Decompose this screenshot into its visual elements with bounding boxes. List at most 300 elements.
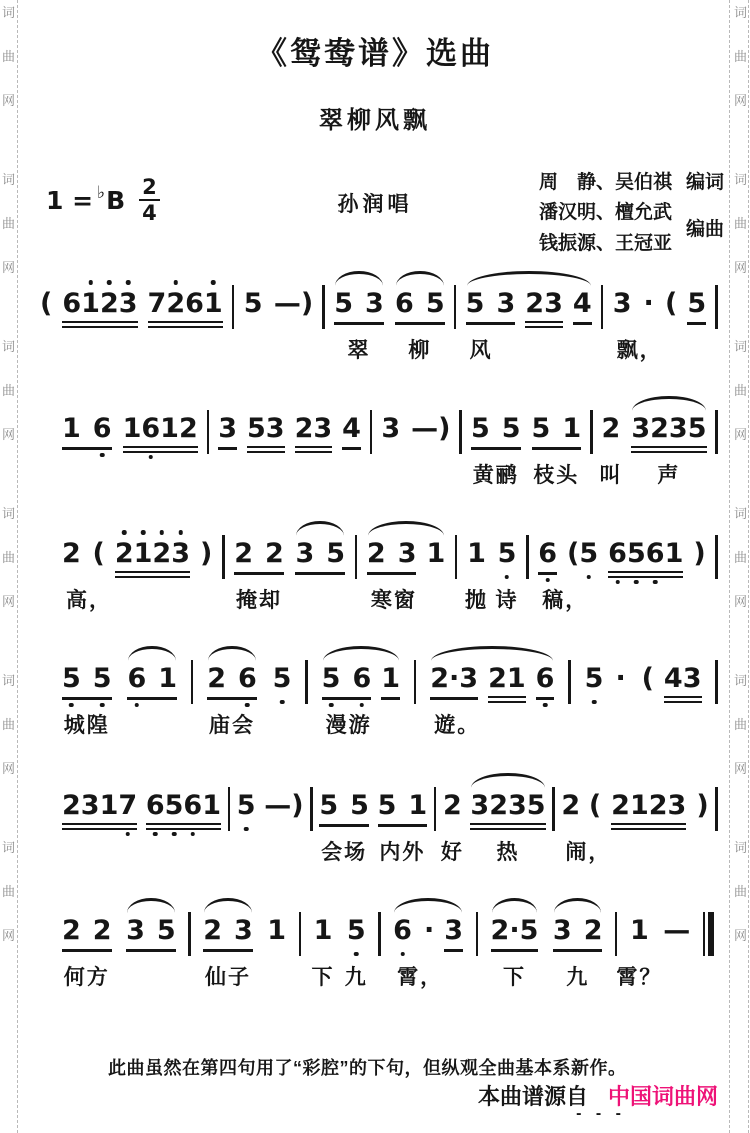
slur-arc bbox=[431, 646, 553, 661]
note-char: 1 bbox=[629, 915, 649, 946]
lyric: 漫游 bbox=[325, 714, 372, 737]
octave-dot-below bbox=[69, 703, 74, 708]
note-char: 5 bbox=[627, 538, 646, 569]
note-char: · bbox=[509, 915, 520, 946]
note-char: 5 bbox=[273, 663, 292, 694]
note-char: ( bbox=[588, 790, 602, 821]
watermark-char: 词 bbox=[1, 5, 15, 20]
barline bbox=[459, 410, 462, 454]
note-group bbox=[265, 915, 288, 949]
lyric: 霄， bbox=[397, 966, 444, 989]
note-space bbox=[146, 663, 158, 694]
watermark-char: 网 bbox=[1, 427, 15, 442]
slur-arc bbox=[632, 396, 705, 411]
octave-dot-below bbox=[245, 703, 250, 708]
note-char: 6 bbox=[395, 288, 414, 319]
lyric: 庙会 bbox=[209, 714, 256, 737]
note-space bbox=[550, 413, 562, 444]
barline bbox=[715, 660, 718, 704]
note-char: 7 bbox=[147, 288, 167, 319]
note-char: 2 bbox=[648, 790, 668, 821]
note-char: 2 bbox=[62, 538, 81, 569]
meter-numerator: 2 bbox=[139, 176, 160, 201]
octave-dot-below bbox=[545, 578, 550, 583]
lyric: 掩却 bbox=[235, 589, 282, 612]
note-char: 1 bbox=[381, 663, 401, 694]
note-space bbox=[631, 288, 643, 319]
note-char: 5 bbox=[237, 790, 256, 821]
note-char: ( bbox=[641, 663, 654, 694]
watermark-char: 词 bbox=[733, 5, 747, 20]
note-char: 7 bbox=[118, 790, 137, 821]
music-line-4 bbox=[60, 663, 718, 773]
watermark-char: 词 bbox=[1, 339, 15, 354]
note-group bbox=[489, 915, 541, 989]
note-char: 2 bbox=[611, 790, 630, 821]
watermark-char: 网 bbox=[1, 928, 15, 943]
note-char: 3 bbox=[233, 915, 253, 946]
note-group bbox=[393, 288, 447, 362]
note-char: 3 bbox=[544, 288, 563, 319]
watermark-column-right bbox=[733, 6, 748, 1133]
note-group bbox=[90, 538, 214, 578]
octave-dot-below bbox=[149, 455, 154, 460]
slur-arc bbox=[467, 271, 591, 286]
octave-dot-below bbox=[543, 703, 548, 708]
note-group bbox=[144, 790, 223, 830]
octave-dot-above bbox=[160, 530, 165, 535]
octave-dot-below bbox=[135, 703, 140, 708]
note-char: 3 bbox=[444, 915, 464, 946]
note-group bbox=[125, 663, 179, 700]
music-line-2 bbox=[60, 413, 718, 523]
note-char: ) bbox=[438, 413, 451, 444]
octave-dot-below bbox=[505, 575, 510, 580]
note-char: 1 bbox=[426, 538, 446, 569]
lyric: 下 bbox=[502, 966, 526, 989]
credit-labels bbox=[686, 168, 724, 259]
note-char: 3 bbox=[381, 413, 401, 444]
lyric: 枝头 bbox=[533, 464, 580, 487]
lyric: 何方 bbox=[63, 966, 110, 989]
lyric: 叫 bbox=[599, 464, 623, 487]
note-char: 5 bbox=[334, 288, 353, 319]
note-char: 2 bbox=[234, 538, 253, 569]
lyric: 柳 bbox=[408, 339, 432, 362]
watermark-char: 曲 bbox=[1, 216, 15, 231]
note-group bbox=[344, 915, 368, 989]
note-char: 5 bbox=[165, 790, 184, 821]
note-char: 3 bbox=[126, 915, 145, 946]
barline bbox=[715, 410, 718, 454]
note-char: 6 bbox=[536, 663, 555, 694]
octave-dot-above bbox=[107, 280, 112, 285]
barline bbox=[590, 410, 593, 454]
octave-dot-below bbox=[634, 580, 639, 585]
lyric: 翠 bbox=[347, 339, 371, 362]
barline bbox=[615, 912, 618, 956]
slur-arc bbox=[394, 898, 462, 913]
note-char: 3 bbox=[364, 288, 384, 319]
octave-dot-above bbox=[211, 280, 216, 285]
note-space bbox=[396, 790, 408, 821]
footnote: 此曲虽然在第四句用了“彩腔”的下句，但纵观全曲基本系新作。 bbox=[108, 1058, 627, 1078]
note-char: ) bbox=[696, 790, 709, 821]
note-char: 6 bbox=[352, 663, 371, 694]
note-char: 2 bbox=[178, 413, 198, 444]
watermark-char: 曲 bbox=[733, 550, 747, 565]
credit-line-2: 潘汉明、檀允武 bbox=[538, 202, 672, 224]
slur-arc bbox=[368, 521, 444, 536]
note-char: 5 bbox=[687, 288, 707, 319]
note-char: 3 bbox=[631, 413, 651, 444]
music-line-3 bbox=[60, 538, 718, 648]
note-char: 5 bbox=[498, 538, 517, 569]
watermark-char: 网 bbox=[1, 260, 15, 275]
octave-dot-below bbox=[354, 952, 359, 957]
octave-dot-below bbox=[360, 703, 365, 708]
note-group bbox=[551, 915, 605, 989]
note-group bbox=[464, 288, 594, 362]
page-title: 《鸳鸯谱》选曲 bbox=[256, 36, 494, 71]
note-char: ( bbox=[567, 538, 580, 569]
source-site-name: 中国词曲网 bbox=[607, 1084, 718, 1109]
lyric: 抛 bbox=[465, 589, 489, 612]
octave-dot-below bbox=[615, 580, 620, 585]
barline bbox=[207, 410, 210, 454]
barline bbox=[355, 535, 358, 579]
note-char: 5 bbox=[62, 663, 81, 694]
note-char: 5 bbox=[326, 538, 346, 569]
note-group bbox=[60, 413, 114, 450]
watermark-char: 网 bbox=[1, 594, 15, 609]
lyric: 诗 bbox=[495, 589, 519, 612]
octave-dot-above bbox=[178, 530, 183, 535]
watermark-char: 词 bbox=[733, 840, 747, 855]
note-group bbox=[293, 538, 347, 575]
watermark-char: 曲 bbox=[733, 383, 747, 398]
slur-arc bbox=[396, 271, 444, 286]
watermark-char: 曲 bbox=[1, 717, 15, 732]
watermark-char: 曲 bbox=[733, 216, 747, 231]
note-group bbox=[530, 413, 584, 487]
note-group bbox=[311, 915, 335, 989]
barline bbox=[715, 787, 718, 831]
note-char: 3 bbox=[80, 790, 100, 821]
note-char: 5 bbox=[347, 915, 366, 946]
lyric: 飘， bbox=[616, 339, 663, 362]
octave-dot-below bbox=[126, 832, 131, 837]
underline-dashes: - - - bbox=[576, 1105, 626, 1122]
note-char: 1 bbox=[313, 915, 333, 946]
lyric: 内外 bbox=[379, 841, 426, 864]
lyric: 会场 bbox=[321, 841, 368, 864]
key-prefix: 1 = bbox=[46, 185, 94, 215]
barline bbox=[322, 285, 325, 329]
note-space bbox=[145, 915, 157, 946]
watermark-char: 词 bbox=[1, 673, 15, 688]
music-line-6 bbox=[60, 915, 714, 1025]
note-char: · bbox=[643, 288, 654, 319]
note-group bbox=[262, 790, 305, 824]
note-group bbox=[661, 915, 692, 949]
note-char: 4 bbox=[663, 663, 683, 694]
lyric: 九 bbox=[344, 966, 368, 989]
note-char: 5 bbox=[519, 915, 539, 946]
meter-denominator: 4 bbox=[142, 201, 157, 226]
flat-sign: ♭ bbox=[97, 183, 106, 204]
note-char: 6 bbox=[93, 413, 112, 444]
lyric: 高， bbox=[66, 589, 112, 612]
note-group bbox=[465, 538, 489, 612]
octave-dot-below bbox=[100, 453, 105, 458]
note-char: ) bbox=[300, 288, 314, 319]
note-char: 1 bbox=[81, 288, 100, 319]
watermark-char: 词 bbox=[733, 172, 747, 187]
slur-arc bbox=[323, 646, 399, 661]
note-char: 3 bbox=[682, 663, 702, 694]
note-char: 1 bbox=[408, 790, 428, 821]
note-char: 6 bbox=[608, 538, 627, 569]
left-dashed-border bbox=[17, 0, 18, 1133]
note-char: 5 bbox=[585, 663, 604, 694]
watermark-char: 词 bbox=[733, 339, 747, 354]
note-char: — bbox=[273, 288, 301, 319]
note-group bbox=[205, 663, 259, 737]
barline bbox=[715, 285, 718, 329]
note-char: 1 bbox=[506, 663, 526, 694]
note-char: 2 bbox=[166, 288, 185, 319]
barline bbox=[568, 660, 571, 704]
note-space bbox=[484, 288, 496, 319]
note-char: 5 bbox=[243, 288, 263, 319]
note-char: 3 bbox=[496, 288, 516, 319]
note-char: 1 bbox=[158, 663, 178, 694]
note-group bbox=[38, 288, 225, 328]
note-group bbox=[428, 663, 556, 737]
note-group bbox=[242, 288, 265, 322]
note-char: 4 bbox=[572, 288, 592, 319]
octave-dot-below bbox=[653, 580, 658, 585]
slur-arc bbox=[208, 646, 256, 661]
credit-names bbox=[539, 168, 672, 259]
barline bbox=[222, 535, 225, 579]
note-char: 4 bbox=[342, 413, 361, 444]
note-char: — bbox=[411, 413, 439, 444]
note-char: 3 bbox=[552, 915, 572, 946]
watermark-char: 网 bbox=[1, 761, 15, 776]
source-line bbox=[477, 1080, 718, 1122]
lyric: 热 bbox=[496, 841, 520, 864]
note-group bbox=[440, 790, 464, 864]
note-char: 1 bbox=[202, 790, 222, 821]
note-char: 5 bbox=[350, 790, 369, 821]
watermark-char: 网 bbox=[733, 260, 747, 275]
note-char: 2 bbox=[488, 663, 507, 694]
note-char: 2 bbox=[490, 915, 510, 946]
note-char: 6 bbox=[127, 663, 146, 694]
barline bbox=[455, 535, 458, 579]
watermark-char: 曲 bbox=[733, 49, 747, 64]
note-space bbox=[222, 915, 234, 946]
barline bbox=[305, 660, 308, 704]
note-group bbox=[583, 663, 628, 697]
music-line-1 bbox=[38, 288, 718, 398]
barline bbox=[378, 912, 381, 956]
note-space bbox=[412, 915, 424, 946]
octave-dot-below bbox=[153, 832, 158, 837]
lyric: 城隍 bbox=[63, 714, 110, 737]
note-char: 2 bbox=[62, 790, 81, 821]
note-char: 2 bbox=[430, 663, 450, 694]
note-char: 5 bbox=[377, 790, 397, 821]
credits-block bbox=[539, 168, 724, 259]
note-char: 5 bbox=[246, 413, 266, 444]
note-char: 2 bbox=[525, 288, 545, 319]
barline bbox=[370, 410, 373, 454]
note-char: 3 bbox=[119, 288, 138, 319]
note-group bbox=[60, 538, 112, 612]
note-char: 3 bbox=[218, 413, 237, 444]
singer-credit: 孙润唱 bbox=[337, 193, 413, 216]
octave-dot-below bbox=[329, 703, 334, 708]
note-space bbox=[81, 413, 93, 444]
note-space bbox=[253, 538, 265, 569]
lyric: 黄鹂 bbox=[472, 464, 519, 487]
note-group bbox=[201, 915, 255, 989]
note-space bbox=[603, 663, 615, 694]
note-char: 5 bbox=[526, 790, 546, 821]
note-char: 1 bbox=[62, 413, 81, 444]
note-char: 6 bbox=[393, 915, 412, 946]
note-group bbox=[587, 790, 711, 830]
note-group bbox=[599, 413, 623, 487]
note-char: 2 bbox=[583, 915, 603, 946]
note-char: 3 bbox=[667, 790, 687, 821]
watermark-column-left bbox=[1, 6, 16, 1133]
lyric: 风 bbox=[469, 339, 493, 362]
note-char: 2 bbox=[366, 538, 386, 569]
slur-arc bbox=[492, 898, 538, 913]
note-group bbox=[272, 288, 315, 322]
note-group bbox=[495, 538, 519, 612]
note-char: ) bbox=[291, 790, 304, 821]
note-char: 3 bbox=[313, 413, 333, 444]
watermark-char: 网 bbox=[1, 93, 15, 108]
barline bbox=[191, 660, 194, 704]
note-char: 5 bbox=[156, 915, 176, 946]
note-char: 5 bbox=[501, 413, 521, 444]
note-char: · bbox=[423, 915, 435, 946]
octave-dot-below bbox=[400, 952, 405, 957]
watermark-char: 词 bbox=[733, 506, 747, 521]
note-space bbox=[338, 790, 350, 821]
note-char: ) bbox=[200, 538, 213, 569]
lyrics-by-label: 编词 bbox=[685, 172, 724, 193]
barline bbox=[552, 787, 555, 831]
note-char: 2 bbox=[203, 915, 222, 946]
credit-line-1: 周 静、吴伯祺 bbox=[538, 172, 672, 193]
note-char: 1 bbox=[160, 413, 179, 444]
note-char: 6 bbox=[646, 538, 665, 569]
lyric: 霄？ bbox=[616, 966, 663, 989]
barline bbox=[715, 535, 718, 579]
note-char: 3 bbox=[265, 413, 285, 444]
note-group bbox=[124, 915, 178, 952]
note-char: 2 bbox=[650, 413, 669, 444]
lyric: 仙子 bbox=[204, 966, 251, 989]
final-barline bbox=[703, 912, 714, 956]
note-char: 3 bbox=[295, 538, 315, 569]
octave-dot-below bbox=[244, 827, 249, 832]
right-dashed-border bbox=[729, 0, 730, 1133]
slur-arc bbox=[471, 773, 544, 788]
watermark-char: 词 bbox=[1, 506, 15, 521]
source-prefix: 本曲谱源自 bbox=[477, 1084, 588, 1109]
watermark-char: 网 bbox=[733, 594, 747, 609]
note-char: 1 bbox=[204, 288, 223, 319]
note-space bbox=[490, 413, 502, 444]
note-char: 2 bbox=[92, 915, 112, 946]
music-by-label: 编曲 bbox=[685, 219, 724, 241]
lyric: 声 bbox=[657, 464, 681, 487]
key-tonic: B bbox=[106, 185, 126, 215]
note-char: 5 bbox=[531, 413, 551, 444]
lyric: 寒窗 bbox=[370, 589, 417, 612]
note-char: ) bbox=[693, 538, 706, 569]
music-line-5 bbox=[60, 790, 718, 900]
watermark-char: 网 bbox=[733, 761, 747, 776]
note-char: 5 bbox=[93, 663, 112, 694]
credit-line-3: 钱振源、王冠亚 bbox=[538, 232, 672, 254]
note-space bbox=[81, 663, 93, 694]
note-char: 2 bbox=[561, 790, 581, 821]
right-edge-dashed-border bbox=[748, 0, 749, 1133]
note-char: 3 bbox=[171, 538, 190, 569]
note-group bbox=[60, 790, 139, 830]
note-char: 2 bbox=[264, 538, 284, 569]
note-group bbox=[121, 413, 200, 453]
note-char: 3 bbox=[470, 790, 490, 821]
note-char: 3 bbox=[508, 790, 527, 821]
note-group bbox=[379, 413, 402, 447]
barline bbox=[601, 285, 604, 329]
lyric: 九 bbox=[566, 966, 590, 989]
octave-dot-below bbox=[592, 700, 597, 705]
barline bbox=[232, 285, 235, 329]
note-space bbox=[353, 288, 365, 319]
note-group bbox=[235, 790, 258, 824]
lyric: 闹， bbox=[565, 841, 612, 864]
note-char: 1 bbox=[562, 413, 582, 444]
octave-dot-below bbox=[172, 832, 177, 837]
watermark-char: 词 bbox=[733, 673, 747, 688]
note-char: 6 bbox=[238, 663, 257, 694]
barline bbox=[310, 787, 313, 831]
note-char: 1 bbox=[99, 790, 119, 821]
note-char: 6 bbox=[185, 288, 204, 319]
note-char: 3 bbox=[459, 663, 479, 694]
note-char: 2 bbox=[489, 790, 508, 821]
note-char: ( bbox=[665, 288, 678, 319]
note-char: — bbox=[264, 790, 292, 821]
note-space bbox=[226, 663, 238, 694]
barline bbox=[454, 285, 457, 329]
note-group bbox=[559, 790, 612, 864]
note-char: 1 bbox=[664, 538, 684, 569]
octave-dot-above bbox=[141, 530, 146, 535]
note-char: 6 bbox=[538, 538, 557, 569]
